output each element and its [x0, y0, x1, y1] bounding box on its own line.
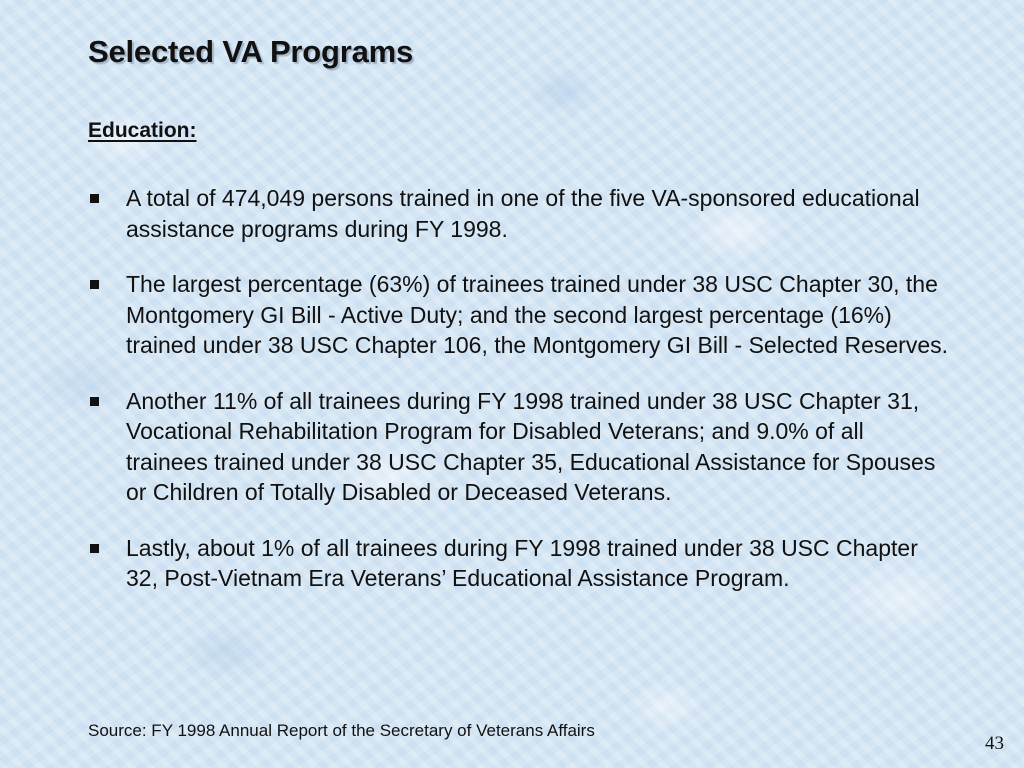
square-bullet-icon — [90, 544, 99, 553]
bullet-item — [88, 183, 948, 244]
page-number: 43 — [985, 733, 1004, 754]
slide-title: Selected VA Programs — [88, 34, 414, 69]
square-bullet-icon — [90, 280, 99, 289]
bullet-text: A total of 474,049 persons trained in one of the five VA-sponsored educational assistance programs during FY 1998. — [126, 185, 920, 242]
bullet-text: Another 11% of all trainees during FY 1998 trained under 38 USC Chapter 31, Vocational Rehabilitation Program for Disabled Veterans; and 9.0% of all trainees trained under 38 USC Chapter 35, Educational Assistance for Spouses or Children of Totally Disabled or Deceased Veterans. — [126, 387, 936, 505]
bullet-item — [88, 533, 948, 594]
bullet-text: The largest percentage (63%) of trainees trained under 38 USC Chapter 30, the Montgomery GI Bill - Active Duty; and the second largest percentage (16%) trained under 38 USC Chapter 106, the Montgomery GI Bill - Selected Reserves. — [126, 271, 949, 358]
bullet-list — [88, 183, 948, 594]
square-bullet-icon — [90, 397, 99, 406]
square-bullet-icon — [90, 194, 99, 203]
bullet-item — [88, 386, 948, 508]
source-note: Source: FY 1998 Annual Report of the Secretary of Veterans Affairs — [88, 721, 595, 740]
bullet-text: Lastly, about 1% of all trainees during FY 1998 trained under 38 USC Chapter 32, Post-Vietnam Era Veterans’ Educational Assistance Program. — [126, 534, 918, 591]
section-heading: Education: — [88, 119, 197, 142]
bullet-item — [88, 269, 948, 361]
